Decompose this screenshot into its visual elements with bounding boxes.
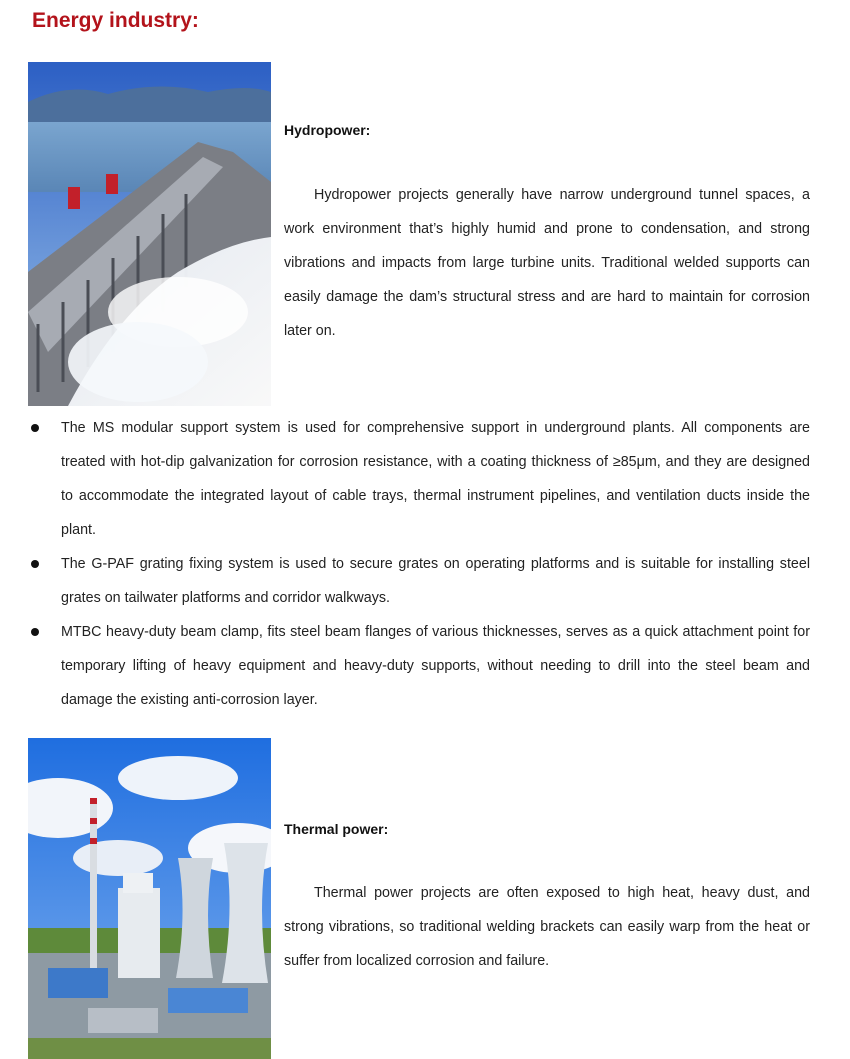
power-plant-photo bbox=[28, 738, 271, 1059]
bullet-text: MTBC heavy-duty beam clamp, fits steel beam flanges of various thicknesses, serves as a quick attachment point for temporary lifting of heavy equipment and heavy-duty supports, without needing to drill into the steel beam and damage the existing anti-corrosion layer. bbox=[61, 624, 810, 708]
bullet-icon bbox=[31, 560, 39, 568]
bullet-icon bbox=[31, 424, 39, 432]
dam-spillway-photo bbox=[28, 62, 271, 406]
thermal-power-title: Thermal power: bbox=[284, 821, 389, 837]
hydropower-dam-image bbox=[28, 62, 271, 406]
list-item bbox=[30, 547, 810, 615]
thermal-power-plant-image bbox=[28, 738, 271, 1059]
list-item bbox=[30, 411, 810, 547]
bullet-text: The MS modular support system is used for comprehensive support in underground plants. All components are treated with hot-dip galvanization for corrosion resistance, with a coating thickness of ≥85μm, and they are designed to accommodate the integrated layout of cable trays, thermal instrument pipelines, and ventilation ducts inside the plant. bbox=[61, 420, 810, 538]
list-item bbox=[30, 615, 810, 717]
bullet-icon bbox=[31, 628, 39, 636]
section-title: Energy industry: bbox=[32, 9, 199, 32]
hydropower-description: Hydropower projects generally have narrow underground tunnel spaces, a work environment that’s highly humid and prone to condensation, and strong vibrations and impacts from large turbine units. Traditional welded supports can easily damage the dam’s structural stress and are hard to maintain for corrosion later on. bbox=[284, 187, 810, 339]
hydropower-title: Hydropower: bbox=[284, 122, 371, 138]
thermal-power-description: Thermal power projects are often exposed to high heat, heavy dust, and strong vibrations, so traditional welding brackets can easily warp from the heat or suffer from localized corrosion and failure. bbox=[284, 885, 810, 969]
feature-list bbox=[30, 411, 810, 717]
bullet-text: The G-PAF grating fixing system is used to secure grates on operating platforms and is suitable for installing steel grates on tailwater platforms and corridor walkways. bbox=[61, 556, 810, 606]
